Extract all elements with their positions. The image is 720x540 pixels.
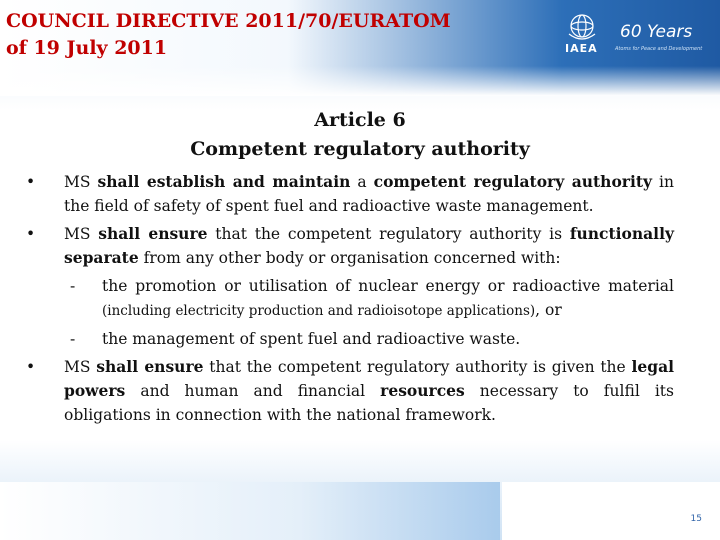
dash-marker: - bbox=[70, 330, 76, 348]
directive-title bbox=[6, 8, 451, 62]
footer-band bbox=[0, 482, 500, 540]
text: , or bbox=[535, 301, 562, 319]
text: MS bbox=[64, 173, 98, 191]
directive-title-line2: of 19 July 2011 bbox=[6, 37, 168, 59]
text: a bbox=[350, 173, 374, 191]
logo-org: IAEA bbox=[565, 42, 598, 55]
text: and human and financial bbox=[125, 382, 381, 400]
article-heading bbox=[0, 106, 720, 164]
text: that the competent regulatory authority is given the bbox=[203, 358, 632, 376]
bullet-marker: • bbox=[26, 173, 36, 191]
logo-years: 60 Years bbox=[620, 22, 693, 42]
text: the promotion or utilisation of nuclear energy or radioactive material bbox=[102, 277, 674, 295]
list-item bbox=[26, 222, 674, 270]
text: (including electricity production and radioisotope applications) bbox=[102, 303, 536, 319]
bullet-marker: • bbox=[26, 225, 36, 243]
sub-list-item bbox=[26, 274, 674, 323]
sub-list-item bbox=[26, 327, 674, 351]
article-number: Article 6 bbox=[314, 109, 406, 131]
text: that the competent regulatory authority is bbox=[207, 225, 570, 243]
text: the management of spent fuel and radioactive waste. bbox=[102, 330, 521, 348]
dash-marker: - bbox=[70, 277, 76, 295]
text: necessary to fulfil its obligations in connection with the national framework. bbox=[64, 382, 674, 424]
list-item bbox=[26, 170, 674, 218]
text: in the field of safety of spent fuel and radioactive waste management. bbox=[64, 173, 674, 215]
article-title: Competent regulatory authority bbox=[190, 138, 530, 160]
bold-text: shall establish and maintain bbox=[97, 172, 351, 191]
bullet-marker: • bbox=[26, 358, 36, 376]
directive-title-line1: COUNCIL DIRECTIVE 2011/70/EURATOM bbox=[6, 10, 451, 32]
text: MS bbox=[64, 225, 99, 243]
text: from any other body or organisation concerned with: bbox=[138, 249, 561, 267]
text: MS bbox=[64, 358, 97, 376]
list-item bbox=[26, 355, 674, 427]
logo-tagline: Atoms for Peace and Development bbox=[615, 46, 703, 52]
bold-text: resources bbox=[380, 381, 465, 400]
bold-text: shall ensure bbox=[96, 357, 204, 376]
page-number: 15 bbox=[690, 514, 702, 524]
bold-text: legal powers bbox=[64, 357, 675, 400]
bold-text: shall ensure bbox=[98, 224, 208, 243]
bold-text: competent regulatory authority bbox=[373, 172, 653, 191]
article-content bbox=[26, 170, 674, 431]
bold-text: functionally separate bbox=[64, 224, 674, 267]
footer-panel bbox=[502, 482, 720, 540]
